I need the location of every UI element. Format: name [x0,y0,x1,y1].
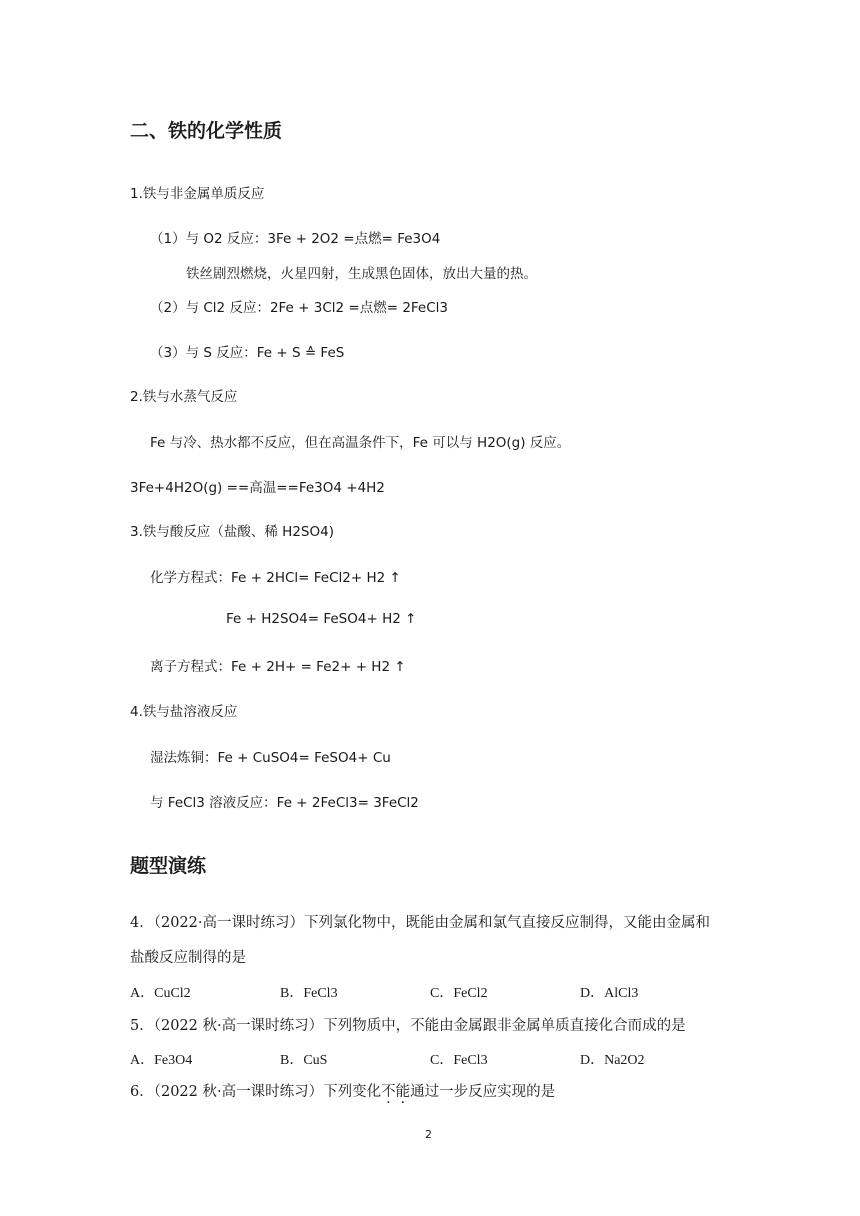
q4-stem-line2: 盐酸反应制得的是 [130,950,246,966]
q6-stem [130,1080,555,1101]
q5-option-a: A．Fe3O4 [130,1053,193,1068]
item3-heading: 3.铁与酸反应（盐酸、稀 H2SO4) [130,524,334,540]
q4-option-d: D．AlCl3 [580,986,639,1001]
item3-chem-eq2: Fe + H2SO4= FeSO4+ H2 ↑ [226,611,417,627]
q4-option-c: C．FeCl2 [430,986,488,1001]
q6-emphasis-char: 能 [395,1084,411,1100]
item4-heading: 4.铁与盐溶液反应 [130,704,238,720]
item4-line2: 与 FeCl3 溶液反应：Fe + 2FeCl3= 3FeCl2 [150,795,419,811]
q6-stem-suffix: 通过一步反应实现的是 [410,1084,556,1100]
item1-line1: （1）与 O2 反应：3Fe + 2O2 =点燃= Fe3O4 [150,231,441,247]
item1-line1-note: 铁丝剧烈燃烧，火星四射，生成黑色固体，放出大量的热。 [186,266,537,282]
q4-stem-line1: 4．（2022·高一课时练习）下列氯化物中，既能由金属和氯气直接反应制得，又能由金属和 [130,915,710,931]
page-number: 2 [425,1128,432,1141]
q6-emphasis-char: 不 [381,1084,396,1100]
q5-option-d: D．Na2O2 [580,1053,645,1068]
item2-line1: Fe 与冷、热水都不反应，但在高温条件下，Fe 可以与 H2O(g) 反应。 [150,435,571,451]
q5-option-c: C．FeCl3 [430,1053,488,1068]
section-title: 二、铁的化学性质 [130,120,283,142]
item3-ionic-eq: 离子方程式：Fe + 2H+ = Fe2+ + H2 ↑ [150,659,406,675]
practice-title: 题型演练 [130,855,207,877]
q5-stem: 5．（2022 秋·高一课时练习）下列物质中，不能由金属跟非金属单质直接化合而成的是 [130,1018,686,1034]
q6-stem-prefix: 6．（2022 秋·高一课时练习）下列变化 [130,1084,382,1100]
q4-option-a: A．CuCl2 [130,986,191,1001]
item1-heading: 1.铁与非金属单质反应 [130,186,265,202]
item1-line2: （2）与 Cl2 反应：2Fe + 3Cl2 =点燃= 2FeCl3 [150,300,449,316]
q5-option-b: B．CuS [280,1053,328,1068]
item1-line3: （3）与 S 反应：Fe + S ≙ FeS [150,345,345,361]
item3-chem-eq1: 化学方程式：Fe + 2HCl= FeCl2+ H2 ↑ [150,570,401,586]
item4-line1: 湿法炼铜：Fe + CuSO4= FeSO4+ Cu [150,750,391,766]
item2-heading: 2.铁与水蒸气反应 [130,389,238,405]
q4-option-b: B．FeCl3 [280,986,338,1001]
item2-equation: 3Fe+4H2O(g) ==高温==Fe3O4 +4H2 [130,480,385,496]
